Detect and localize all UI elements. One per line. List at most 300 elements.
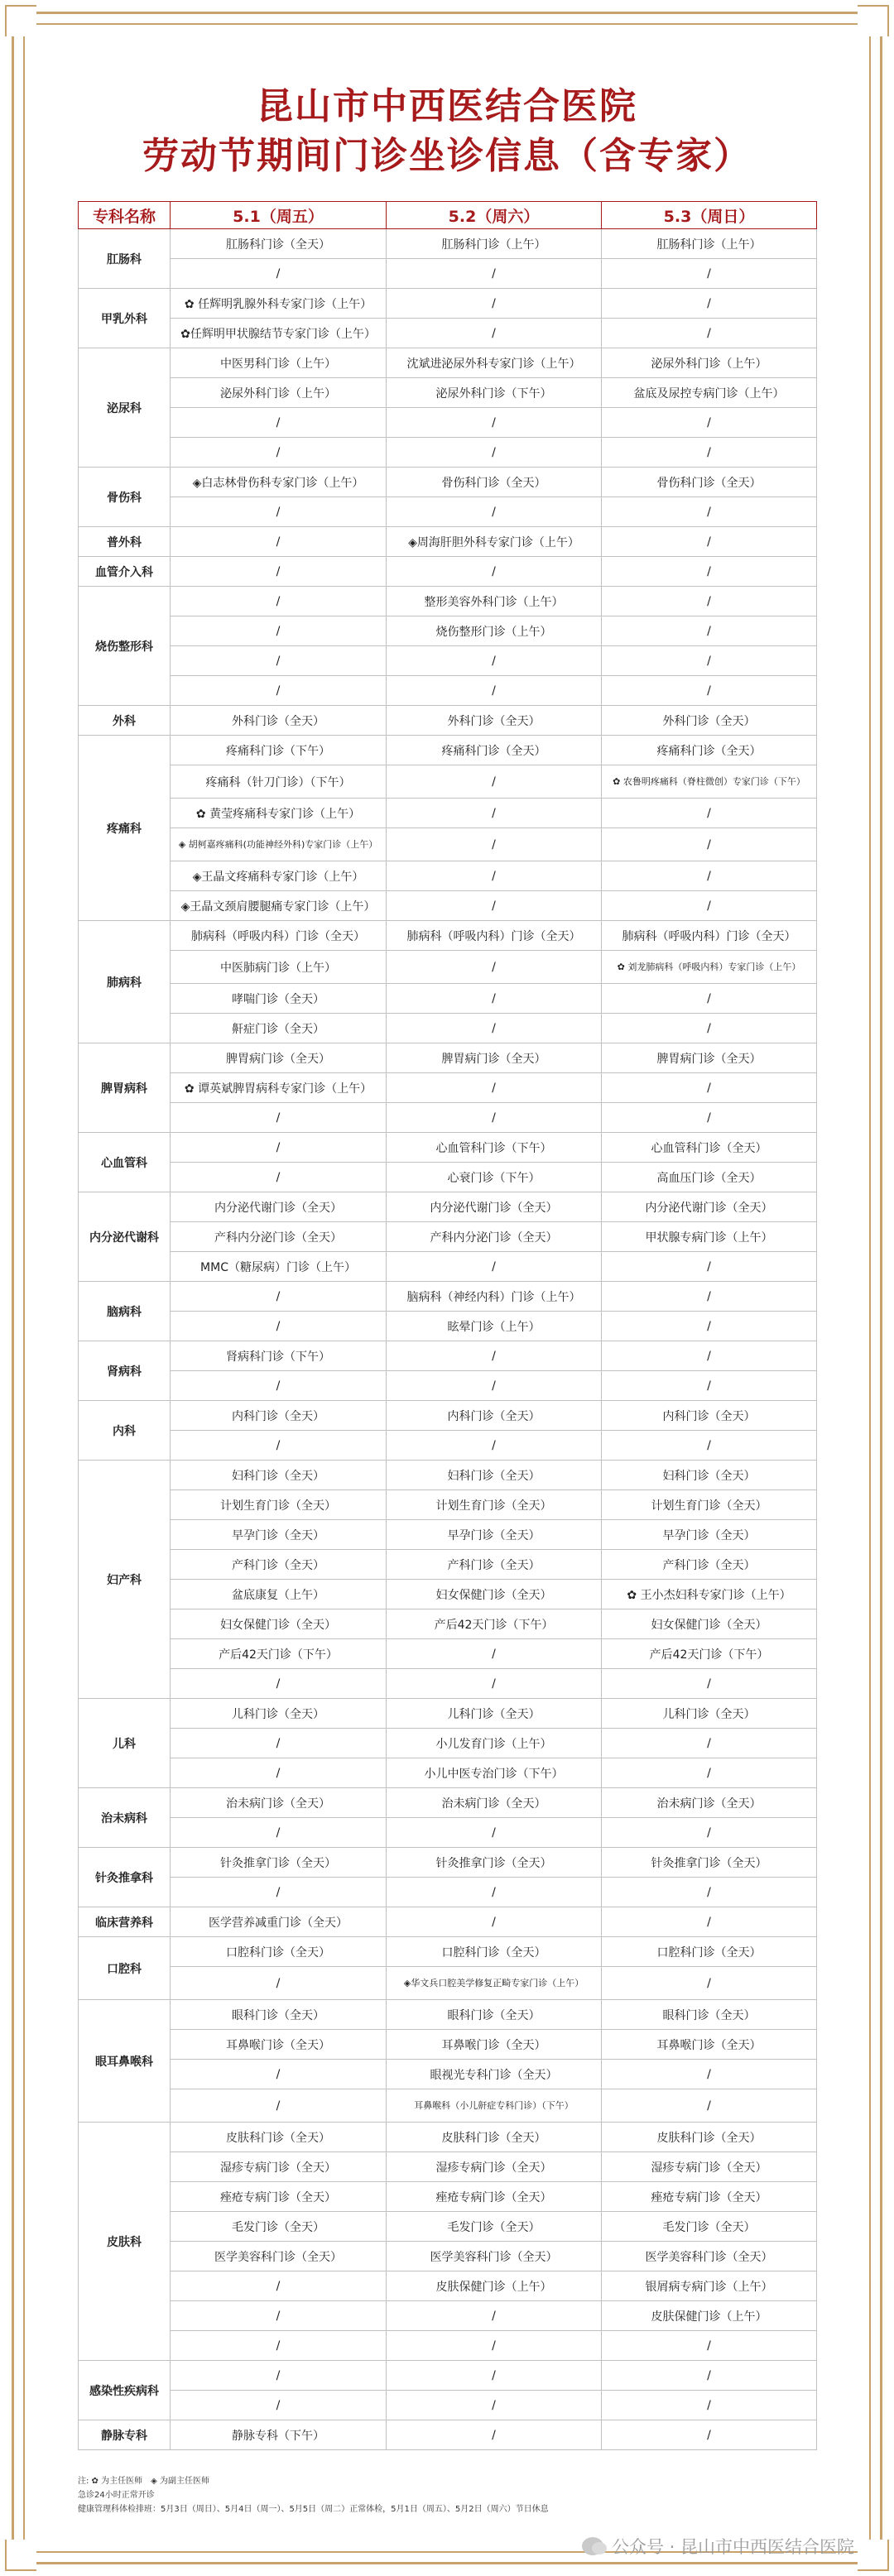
table-row: [79, 799, 817, 828]
clinic-cell-day-2: 烧伤整形门诊（上午）: [387, 616, 602, 646]
clinic-cell-day-3: /: [602, 984, 817, 1014]
table-row: [79, 1967, 817, 2000]
clinic-cell-day-1: /: [171, 497, 387, 527]
clinic-cell-day-1: 产科内分泌门诊（全天）: [171, 1222, 387, 1252]
table-row: [79, 2361, 817, 2391]
clinic-cell-day-2: /: [387, 828, 602, 861]
table-row: [79, 921, 817, 951]
clinic-cell-day-3: /: [602, 799, 817, 828]
table-row: [79, 1669, 817, 1699]
clinic-cell-day-3: 产科门诊（全天）: [602, 1550, 817, 1580]
department-name: 妇产科: [79, 1461, 171, 1699]
clinic-cell-day-3: /: [602, 676, 817, 706]
clinic-cell-day-1: /: [171, 676, 387, 706]
clinic-cell-day-1: ✿ 谭英斌脾胃病科专家门诊（上午）: [171, 1073, 387, 1103]
clinic-cell-day-1: 盆底康复（上午）: [171, 1580, 387, 1609]
table-row: [79, 2420, 817, 2450]
table-row: [79, 259, 817, 289]
clinic-cell-day-1: 静脉专科（下午）: [171, 2420, 387, 2450]
clinic-cell-day-3: 脾胃病门诊（全天）: [602, 1043, 817, 1073]
clinic-cell-day-2: 眼视光专科门诊（全天）: [387, 2060, 602, 2089]
table-row: [79, 1788, 817, 1818]
clinic-cell-day-1: 肛肠科门诊（全天）: [171, 229, 387, 259]
department-name: 肛肠科: [79, 229, 171, 289]
header-may-3: 5.3（周日）: [602, 202, 817, 229]
table-row: [79, 1163, 817, 1192]
clinic-cell-day-1: ✿任辉明甲状腺结节专家门诊（上午）: [171, 319, 387, 348]
table-row: [79, 1818, 817, 1848]
clinic-cell-day-3: /: [602, 1252, 817, 1282]
clinic-cell-day-2: /: [387, 259, 602, 289]
clinic-cell-day-3: /: [602, 1014, 817, 1043]
corner-ornament: [858, 2540, 889, 2571]
clinic-cell-day-3: 内科门诊（全天）: [602, 1401, 817, 1431]
clinic-cell-day-2: 妇科门诊（全天）: [387, 1461, 602, 1490]
clinic-cell-day-2: /: [387, 676, 602, 706]
clinic-cell-day-1: ◈王晶文疼痛科专家门诊（上午）: [171, 861, 387, 891]
department-name: 肾病科: [79, 1341, 171, 1401]
table-row: [79, 527, 817, 557]
clinic-cell-day-1: /: [171, 557, 387, 587]
clinic-cell-day-3: 皮肤保健门诊（上午）: [602, 2301, 817, 2331]
table-row: [79, 1043, 817, 1073]
clinic-cell-day-1: 皮肤科门诊（全天）: [171, 2123, 387, 2152]
clinic-cell-day-2: /: [387, 1639, 602, 1669]
department-name: 骨伤科: [79, 468, 171, 527]
table-row: [79, 557, 817, 587]
clinic-cell-day-3: /: [602, 616, 817, 646]
clinic-cell-day-3: /: [602, 1282, 817, 1312]
department-name: 普外科: [79, 527, 171, 557]
clinic-cell-day-3: /: [602, 1669, 817, 1699]
table-row: [79, 891, 817, 921]
table-row: [79, 1520, 817, 1550]
clinic-cell-day-1: 外科门诊（全天）: [171, 706, 387, 736]
clinic-cell-day-2: 疼痛科门诊（全天）: [387, 736, 602, 765]
table-row: [79, 2331, 817, 2361]
clinic-cell-day-3: 口腔科门诊（全天）: [602, 1937, 817, 1967]
table-row: [79, 378, 817, 408]
clinic-cell-day-3: 泌尿外科门诊（上午）: [602, 348, 817, 378]
clinic-cell-day-2: 妇女保健门诊（全天）: [387, 1580, 602, 1609]
clinic-cell-day-2: ◈周海肝胆外科专家门诊（上午）: [387, 527, 602, 557]
clinic-cell-day-3: ✿ 王小杰妇科专家门诊（上午）: [602, 1580, 817, 1609]
clinic-cell-day-2: 医学美容科门诊（全天）: [387, 2242, 602, 2271]
clinic-cell-day-3: /: [602, 891, 817, 921]
clinic-cell-day-3: 产后42天门诊（下午）: [602, 1639, 817, 1669]
clinic-cell-day-3: /: [602, 2331, 817, 2361]
table-row: [79, 1222, 817, 1252]
table-row: [79, 1401, 817, 1431]
clinic-cell-day-1: 疼痛科门诊（下午）: [171, 736, 387, 765]
clinic-cell-day-1: /: [171, 1758, 387, 1788]
table-row: [79, 1341, 817, 1371]
clinic-cell-day-3: ✿ 农鲁明疼痛科（脊柱微创）专家门诊（下午）: [602, 765, 817, 799]
clinic-cell-day-3: /: [602, 861, 817, 891]
department-name: 儿科: [79, 1699, 171, 1788]
corner-ornament: [5, 2540, 36, 2571]
clinic-cell-day-3: 皮肤科门诊（全天）: [602, 2123, 817, 2152]
clinic-cell-day-2: 外科门诊（全天）: [387, 706, 602, 736]
clinic-cell-day-3: 计划生育门诊（全天）: [602, 1490, 817, 1520]
hospital-name-title: 昆山市中西医结合医院: [257, 85, 637, 127]
table-row: [79, 438, 817, 468]
clinic-cell-day-3: /: [602, 2089, 817, 2123]
wechat-watermark: [582, 2534, 854, 2559]
clinic-cell-day-1: /: [171, 2361, 387, 2391]
clinic-cell-day-2: 痤疮专病门诊（全天）: [387, 2182, 602, 2212]
table-row: [79, 319, 817, 348]
table-row: [79, 2391, 817, 2420]
clinic-cell-day-1: MMC（糖尿病）门诊（上午）: [171, 1252, 387, 1282]
clinic-cell-day-1: ✿ 黄莹疼痛科专家门诊（上午）: [171, 799, 387, 828]
clinic-cell-day-3: /: [602, 1907, 817, 1937]
clinic-cell-day-1: /: [171, 1282, 387, 1312]
clinic-cell-day-3: /: [602, 319, 817, 348]
clinic-cell-day-2: 整形美容外科门诊（上午）: [387, 587, 602, 616]
clinic-cell-day-2: 内分泌代谢门诊（全天）: [387, 1192, 602, 1222]
table-row: [79, 1758, 817, 1788]
table-row: [79, 497, 817, 527]
clinic-cell-day-3: /: [602, 1878, 817, 1907]
clinic-cell-day-1: 泌尿外科门诊（上午）: [171, 378, 387, 408]
table-row: [79, 2030, 817, 2060]
clinic-cell-day-1: 中医肺病门诊（上午）: [171, 951, 387, 984]
clinic-cell-day-2: /: [387, 984, 602, 1014]
table-row: [79, 765, 817, 799]
clinic-cell-day-2: /: [387, 1252, 602, 1282]
header-may-2: 5.2（周六）: [387, 202, 602, 229]
table-row: [79, 587, 817, 616]
clinic-cell-day-1: /: [171, 2060, 387, 2089]
clinic-cell-day-1: 儿科门诊（全天）: [171, 1699, 387, 1729]
clinic-cell-day-1: /: [171, 259, 387, 289]
table-row: [79, 468, 817, 497]
clinic-cell-day-1: /: [171, 2271, 387, 2301]
emergency-note: 急诊24小时正常开诊: [78, 2491, 155, 2500]
clinic-cell-day-3: 妇女保健门诊（全天）: [602, 1609, 817, 1639]
clinic-cell-day-2: 泌尿外科门诊（下午）: [387, 378, 602, 408]
clinic-cell-day-1: /: [171, 1669, 387, 1699]
table-row: [79, 229, 817, 259]
clinic-cell-day-2: /: [387, 2420, 602, 2450]
clinic-cell-day-2: 产科内分泌门诊（全天）: [387, 1222, 602, 1252]
table-row: [79, 1252, 817, 1282]
clinic-cell-day-3: /: [602, 2060, 817, 2089]
table-row: [79, 1699, 817, 1729]
clinic-cell-day-1: /: [171, 616, 387, 646]
clinic-cell-day-1: /: [171, 2331, 387, 2361]
checkup-note: 健康管理科体检排班：5月3日（周日）、5月4日（周一）、5月5日（周二）正常体检，5月1日（周五）、5月2日（周六）节日休息: [78, 2505, 549, 2514]
clinic-cell-day-1: /: [171, 2089, 387, 2123]
clinic-cell-day-1: ◈王晶文颈肩腰腿痛专家门诊（上午）: [171, 891, 387, 921]
clinic-cell-day-2: 口腔科门诊（全天）: [387, 1937, 602, 1967]
clinic-cell-day-3: /: [602, 557, 817, 587]
table-row: [79, 348, 817, 378]
clinic-cell-day-1: /: [171, 2301, 387, 2331]
clinic-cell-day-1: /: [171, 646, 387, 676]
table-row: [79, 984, 817, 1014]
clinic-cell-day-3: /: [602, 2391, 817, 2420]
table-row: [79, 2212, 817, 2242]
department-name: 肺病科: [79, 921, 171, 1043]
clinic-cell-day-1: 医学美容科门诊（全天）: [171, 2242, 387, 2271]
header-department: 专科名称: [79, 202, 171, 229]
table-row: [79, 2089, 817, 2123]
clinic-cell-day-1: 内科门诊（全天）: [171, 1401, 387, 1431]
clinic-cell-day-3: /: [602, 1967, 817, 2000]
table-row: [79, 646, 817, 676]
department-name: 疼痛科: [79, 736, 171, 921]
clinic-cell-day-3: /: [602, 587, 817, 616]
watermark-text: 公众号 · 昆山市中西医结合医院: [611, 2537, 854, 2557]
clinic-cell-day-2: 儿科门诊（全天）: [387, 1699, 602, 1729]
table-header-row: [79, 202, 817, 229]
clinic-cell-day-1: ◈ 胡柯嘉疼痛科(功能神经外科)专家门诊（上午）: [171, 828, 387, 861]
clinic-cell-day-1: ✿ 任辉明乳腺外科专家门诊（上午）: [171, 289, 387, 319]
department-name: 心血管科: [79, 1133, 171, 1192]
clinic-cell-day-1: 脾胃病门诊（全天）: [171, 1043, 387, 1073]
clinic-cell-day-2: /: [387, 1073, 602, 1103]
clinic-cell-day-2: /: [387, 1878, 602, 1907]
clinic-cell-day-2: /: [387, 408, 602, 438]
clinic-cell-day-3: 儿科门诊（全天）: [602, 1699, 817, 1729]
clinic-cell-day-3: /: [602, 2361, 817, 2391]
clinic-cell-day-1: 耳鼻喉门诊（全天）: [171, 2030, 387, 2060]
table-row: [79, 706, 817, 736]
clinic-cell-day-1: 产科门诊（全天）: [171, 1550, 387, 1580]
clinic-cell-day-1: /: [171, 1312, 387, 1341]
clinic-cell-day-1: 眼科门诊（全天）: [171, 2000, 387, 2030]
clinic-cell-day-2: 脾胃病门诊（全天）: [387, 1043, 602, 1073]
clinic-cell-day-3: /: [602, 828, 817, 861]
clinic-cell-day-3: 湿疹专病门诊（全天）: [602, 2152, 817, 2182]
department-name: 针灸推拿科: [79, 1848, 171, 1907]
clinic-cell-day-2: /: [387, 2301, 602, 2331]
clinic-cell-day-2: 心血管科门诊（下午）: [387, 1133, 602, 1163]
schedule-table: [78, 201, 817, 2450]
clinic-cell-day-1: /: [171, 1103, 387, 1133]
clinic-cell-day-2: /: [387, 891, 602, 921]
table-row: [79, 2000, 817, 2030]
clinic-cell-day-2: 产科门诊（全天）: [387, 1550, 602, 1580]
clinic-cell-day-3: /: [602, 497, 817, 527]
table-row: [79, 1312, 817, 1341]
table-row: [79, 1937, 817, 1967]
corner-ornament: [5, 5, 36, 36]
clinic-cell-day-2: 毛发门诊（全天）: [387, 2212, 602, 2242]
clinic-cell-day-2: 皮肤科门诊（全天）: [387, 2123, 602, 2152]
clinic-cell-day-2: /: [387, 2361, 602, 2391]
clinic-cell-day-2: /: [387, 1669, 602, 1699]
table-row: [79, 676, 817, 706]
clinic-cell-day-3: /: [602, 1371, 817, 1401]
table-row: [79, 1073, 817, 1103]
clinic-cell-day-2: /: [387, 497, 602, 527]
department-name: 烧伤整形科: [79, 587, 171, 706]
table-row: [79, 408, 817, 438]
clinic-cell-day-1: /: [171, 1878, 387, 1907]
clinic-cell-day-3: /: [602, 408, 817, 438]
department-name: 静脉专科: [79, 2420, 171, 2450]
clinic-cell-day-2: /: [387, 319, 602, 348]
table-row: [79, 1431, 817, 1461]
clinic-cell-day-2: 产后42天门诊（下午）: [387, 1609, 602, 1639]
notes: [78, 2474, 549, 2516]
clinic-cell-day-1: /: [171, 1371, 387, 1401]
department-name: 治未病科: [79, 1788, 171, 1848]
clinic-cell-day-2: 眩晕门诊（上午）: [387, 1312, 602, 1341]
department-name: 血管介入科: [79, 557, 171, 587]
clinic-cell-day-2: 皮肤保健门诊（上午）: [387, 2271, 602, 2301]
clinic-cell-day-2: 耳鼻喉门诊（全天）: [387, 2030, 602, 2060]
header-may-1: 5.1（周五）: [171, 202, 387, 229]
clinic-cell-day-1: 妇科门诊（全天）: [171, 1461, 387, 1490]
clinic-cell-day-2: /: [387, 799, 602, 828]
table-row: [79, 1639, 817, 1669]
clinic-cell-day-3: /: [602, 1729, 817, 1758]
clinic-cell-day-1: /: [171, 1729, 387, 1758]
clinic-cell-day-3: 耳鼻喉门诊（全天）: [602, 2030, 817, 2060]
clinic-cell-day-3: 妇科门诊（全天）: [602, 1461, 817, 1490]
department-name: 感染性疾病科: [79, 2361, 171, 2420]
clinic-cell-day-1: /: [171, 438, 387, 468]
clinic-cell-day-1: 肾病科门诊（下午）: [171, 1341, 387, 1371]
clinic-cell-day-2: 沈斌进泌尿外科专家门诊（上午）: [387, 348, 602, 378]
clinic-cell-day-1: 湿疹专病门诊（全天）: [171, 2152, 387, 2182]
clinic-cell-day-3: /: [602, 527, 817, 557]
clinic-cell-day-3: 甲状腺专病门诊（上午）: [602, 1222, 817, 1252]
clinic-cell-day-3: 外科门诊（全天）: [602, 706, 817, 736]
table-row: [79, 289, 817, 319]
clinic-cell-day-2: 骨伤科门诊（全天）: [387, 468, 602, 497]
table-row: [79, 736, 817, 765]
clinic-cell-day-2: /: [387, 1014, 602, 1043]
table-row: [79, 1907, 817, 1937]
clinic-cell-day-3: /: [602, 1431, 817, 1461]
clinic-cell-day-1: 疼痛科（针刀门诊）（下午）: [171, 765, 387, 799]
legend-note: 注: ✿ 为主任医师 ◈ 为副主任医师: [78, 2477, 209, 2486]
clinic-cell-day-1: 治未病门诊（全天）: [171, 1788, 387, 1818]
clinic-cell-day-3: ✿ 刘龙肺病科（呼吸内科）专家门诊（上午）: [602, 951, 817, 984]
clinic-cell-day-1: 口腔科门诊（全天）: [171, 1937, 387, 1967]
clinic-cell-day-3: 治未病门诊（全天）: [602, 1788, 817, 1818]
clinic-cell-day-1: 毛发门诊（全天）: [171, 2212, 387, 2242]
clinic-cell-day-3: 疼痛科门诊（全天）: [602, 736, 817, 765]
department-name: 外科: [79, 706, 171, 736]
table-row: [79, 1014, 817, 1043]
clinic-cell-day-2: /: [387, 861, 602, 891]
table-row: [79, 828, 817, 861]
wechat-icon: [582, 2537, 603, 2555]
clinic-cell-day-2: 湿疹专病门诊（全天）: [387, 2152, 602, 2182]
table-row: [79, 2182, 817, 2212]
clinic-cell-day-1: 早孕门诊（全天）: [171, 1520, 387, 1550]
table-row: [79, 1580, 817, 1609]
clinic-cell-day-2: /: [387, 765, 602, 799]
clinic-cell-day-2: /: [387, 1371, 602, 1401]
department-name: 脾胃病科: [79, 1043, 171, 1133]
clinic-cell-day-2: /: [387, 2391, 602, 2420]
clinic-cell-day-1: 肺病科（呼吸内科）门诊（全天）: [171, 921, 387, 951]
table-row: [79, 616, 817, 646]
department-name: 内科: [79, 1401, 171, 1461]
clinic-cell-day-3: /: [602, 1103, 817, 1133]
clinic-cell-day-2: 心衰门诊（下午）: [387, 1163, 602, 1192]
clinic-cell-day-1: 产后42天门诊（下午）: [171, 1639, 387, 1669]
clinic-cell-day-3: 医学美容科门诊（全天）: [602, 2242, 817, 2271]
clinic-cell-day-2: 脑病科（神经内科）门诊（上午）: [387, 1282, 602, 1312]
clinic-cell-day-2: 小儿中医专治门诊（下午）: [387, 1758, 602, 1788]
table-row: [79, 1103, 817, 1133]
table-row: [79, 2271, 817, 2301]
department-name: 脑病科: [79, 1282, 171, 1341]
clinic-cell-day-3: 针灸推拿门诊（全天）: [602, 1848, 817, 1878]
department-name: 甲乳外科: [79, 289, 171, 348]
table-row: [79, 1461, 817, 1490]
clinic-cell-day-3: /: [602, 1341, 817, 1371]
table-row: [79, 1371, 817, 1401]
clinic-cell-day-1: /: [171, 1818, 387, 1848]
clinic-cell-day-3: /: [602, 2420, 817, 2450]
clinic-cell-day-1: 内分泌代谢门诊（全天）: [171, 1192, 387, 1222]
department-name: 皮肤科: [79, 2123, 171, 2361]
table-row: [79, 2060, 817, 2089]
clinic-cell-day-1: 痤疮专病门诊（全天）: [171, 2182, 387, 2212]
clinic-cell-day-2: /: [387, 1103, 602, 1133]
clinic-cell-day-2: /: [387, 951, 602, 984]
clinic-cell-day-2: 肛肠科门诊（上午）: [387, 229, 602, 259]
clinic-cell-day-1: /: [171, 2391, 387, 2420]
clinic-cell-day-2: 早孕门诊（全天）: [387, 1520, 602, 1550]
department-name: 眼耳鼻喉科: [79, 2000, 171, 2123]
clinic-cell-day-3: /: [602, 259, 817, 289]
clinic-cell-day-3: 痤疮专病门诊（全天）: [602, 2182, 817, 2212]
clinic-cell-day-3: 银屑病专病门诊（上午）: [602, 2271, 817, 2301]
department-name: 泌尿科: [79, 348, 171, 468]
clinic-cell-day-2: /: [387, 289, 602, 319]
clinic-cell-day-3: 内分泌代谢门诊（全天）: [602, 1192, 817, 1222]
table-row: [79, 2123, 817, 2152]
table-row: [79, 2301, 817, 2331]
table-row: [79, 1848, 817, 1878]
clinic-cell-day-1: ◈白志林骨伤科专家门诊（上午）: [171, 468, 387, 497]
clinic-cell-day-3: 骨伤科门诊（全天）: [602, 468, 817, 497]
clinic-cell-day-1: 医学营养减重门诊（全天）: [171, 1907, 387, 1937]
table-row: [79, 2242, 817, 2271]
table-row: [79, 1192, 817, 1222]
table-row: [79, 951, 817, 984]
table-row: [79, 1490, 817, 1520]
department-name: 内分泌代谢科: [79, 1192, 171, 1282]
clinic-cell-day-2: 计划生育门诊（全天）: [387, 1490, 602, 1520]
clinic-cell-day-1: /: [171, 527, 387, 557]
clinic-cell-day-3: 心血管科门诊（全天）: [602, 1133, 817, 1163]
clinic-cell-day-2: 耳鼻喉科（小儿鼾症专科门诊）（下午）: [387, 2089, 602, 2123]
clinic-cell-day-2: 针灸推拿门诊（全天）: [387, 1848, 602, 1878]
table-row: [79, 1878, 817, 1907]
clinic-cell-day-3: 毛发门诊（全天）: [602, 2212, 817, 2242]
clinic-cell-day-1: /: [171, 1163, 387, 1192]
clinic-cell-day-3: /: [602, 1073, 817, 1103]
corner-ornament: [858, 5, 889, 36]
table-row: [79, 1133, 817, 1163]
clinic-cell-day-1: 鼾症门诊（全天）: [171, 1014, 387, 1043]
clinic-cell-day-3: 盆底及尿控专病门诊（上午）: [602, 378, 817, 408]
clinic-cell-day-1: 计划生育门诊（全天）: [171, 1490, 387, 1520]
clinic-cell-day-1: /: [171, 587, 387, 616]
clinic-cell-day-2: 肺病科（呼吸内科）门诊（全天）: [387, 921, 602, 951]
